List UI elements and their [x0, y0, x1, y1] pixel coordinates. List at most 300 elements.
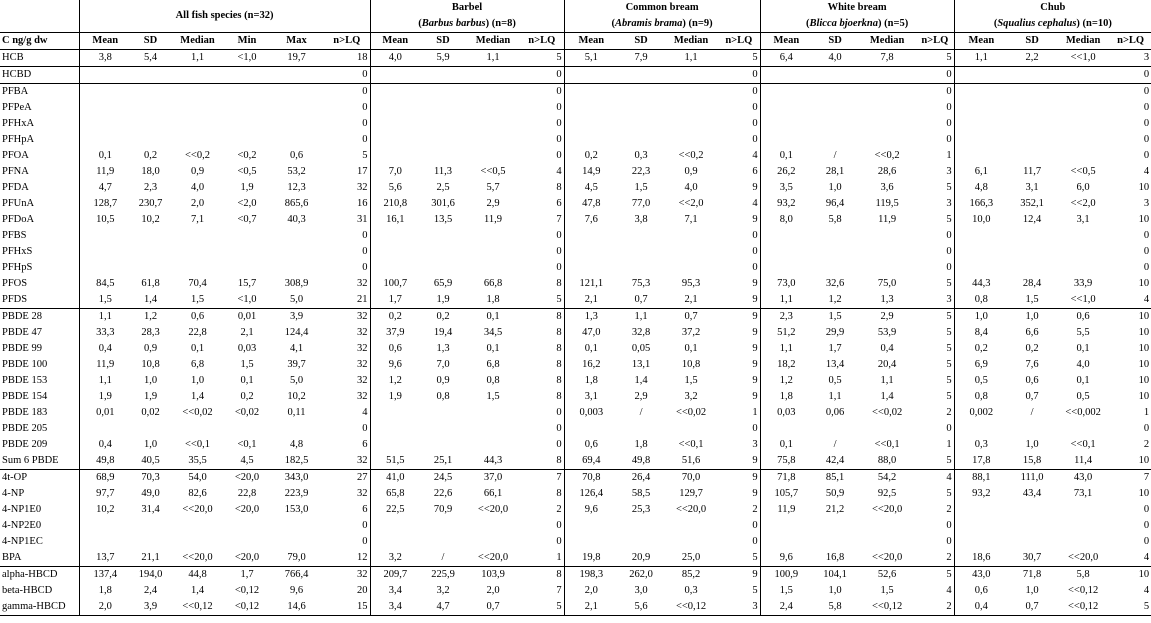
- table-cell: [1056, 67, 1110, 84]
- table-cell: 5: [946, 359, 952, 370]
- table-cell: [664, 116, 718, 132]
- table-cell: 10: [1138, 214, 1150, 225]
- table-cell: 42,4: [825, 455, 845, 466]
- table-cell: 5,0: [289, 294, 304, 305]
- column-header: n>LQ: [718, 33, 760, 50]
- table-cell: 0: [362, 536, 368, 547]
- table-cell: <0,7: [237, 214, 257, 225]
- column-header: Min: [225, 33, 269, 50]
- table-cell: 124,4: [284, 327, 309, 338]
- table-cell: 1,8: [486, 294, 500, 305]
- table-cell: 1,0: [1008, 309, 1056, 326]
- table-cell: 0: [752, 118, 758, 129]
- table-cell: [79, 421, 131, 437]
- table-cell: 0,2: [420, 309, 466, 326]
- row-label: PBDE 28: [0, 309, 79, 326]
- group-title: Barbel: [451, 2, 483, 13]
- table-cell: 4,7: [79, 180, 131, 196]
- table-cell: [760, 260, 812, 276]
- table-cell: 32: [324, 309, 370, 326]
- table-cell: [420, 228, 466, 244]
- table-cell: 10: [1138, 182, 1150, 193]
- table-cell: 1,1: [760, 341, 812, 357]
- table-cell: 9,6: [370, 357, 420, 373]
- table-cell: 2,1: [564, 292, 618, 309]
- table-cell: [269, 518, 324, 534]
- table-cell: 10,5: [79, 212, 131, 228]
- table-cell: 0,3: [954, 437, 1008, 453]
- table-cell: 5: [916, 567, 954, 584]
- table-cell: 1,1: [760, 292, 812, 309]
- table-cell: 5,7: [486, 182, 500, 193]
- table-cell: 3,5: [760, 180, 812, 196]
- table-cell: [618, 518, 664, 534]
- table-row: [0, 228, 1151, 244]
- table-cell: [170, 421, 225, 437]
- table-cell: 32,8: [631, 327, 651, 338]
- table-cell: [1008, 534, 1056, 550]
- table-cell: 1,3: [880, 294, 894, 305]
- table-cell: 12: [357, 552, 368, 563]
- table-cell: 0,6: [170, 309, 225, 326]
- column-header: SD: [1008, 33, 1056, 50]
- table-cell: [664, 67, 718, 84]
- group-n: (n=5): [881, 18, 909, 29]
- table-cell: 8: [520, 309, 564, 326]
- table-cell: 8: [556, 455, 562, 466]
- table-cell: [760, 534, 812, 550]
- table-cell: 3: [946, 198, 952, 209]
- table-cell: 0,02: [141, 407, 160, 418]
- table-cell: [664, 421, 718, 437]
- table-cell: 2: [946, 552, 952, 563]
- column-header: n>LQ: [324, 33, 370, 50]
- table-cell: 4: [1143, 552, 1150, 563]
- table-cell: 5: [916, 309, 954, 326]
- table-cell: 0: [1143, 262, 1150, 273]
- table-cell: 5,6: [618, 599, 664, 616]
- table-cell: /: [833, 439, 837, 450]
- table-cell: 9: [752, 391, 758, 402]
- table-cell: 0,1: [79, 148, 131, 164]
- table-cell: 119,5: [875, 198, 899, 209]
- table-cell: [858, 132, 916, 148]
- table-cell: 3,4: [370, 583, 420, 599]
- table-cell: [370, 534, 420, 550]
- table-cell: 8,0: [760, 212, 812, 228]
- table-cell: 6,8: [190, 359, 205, 370]
- table-cell: <<0,12: [664, 599, 718, 616]
- table-cell: [858, 244, 916, 260]
- table-cell: 1,2: [760, 373, 812, 389]
- table-cell: 1,5: [486, 391, 500, 402]
- table-cell: 1,1: [828, 391, 842, 402]
- table-cell: 73,0: [760, 276, 812, 292]
- table-cell: 0: [362, 102, 368, 113]
- group-n: (n=10): [1079, 18, 1112, 29]
- table-cell: 6,9: [954, 357, 1008, 373]
- table-cell: 5: [752, 552, 758, 563]
- column-header: Mean: [370, 33, 420, 50]
- table-cell: [1056, 518, 1110, 534]
- table-cell: [79, 100, 131, 116]
- column-header: Median: [466, 33, 520, 50]
- table-cell: 0,6: [370, 341, 420, 357]
- table-cell: 1,2: [828, 294, 842, 305]
- table-cell: 1,3: [436, 343, 450, 354]
- table-cell: [131, 518, 170, 534]
- table-cell: 9: [752, 278, 758, 289]
- table-cell: 43,4: [1022, 488, 1042, 499]
- table-cell: 16,8: [825, 552, 845, 563]
- table-cell: [170, 260, 225, 276]
- table-cell: [954, 67, 1008, 84]
- table-cell: [1056, 132, 1110, 148]
- table-cell: 1,7: [828, 343, 842, 354]
- table-cell: 31,4: [141, 504, 160, 515]
- table-cell: 61,8: [141, 278, 160, 289]
- table-cell: 0,4: [880, 343, 894, 354]
- table-cell: 1,0: [954, 309, 1008, 326]
- table-cell: 1,0: [1025, 439, 1039, 450]
- table-cell: 3,1: [1025, 182, 1039, 193]
- latin-name: Abramis brama: [615, 18, 683, 29]
- table-cell: 0,6: [1056, 309, 1110, 326]
- table-cell: 0,8: [436, 391, 450, 402]
- table-cell: 103,9: [466, 567, 520, 584]
- row-label: PBDE 153: [2, 375, 48, 386]
- table-cell: [170, 116, 225, 132]
- row-label: PFDS: [2, 294, 28, 305]
- table-cell: 0: [1143, 504, 1150, 515]
- table-cell: 33,9: [1073, 278, 1093, 289]
- table-cell: 0: [556, 102, 562, 113]
- table-cell: 11,9: [79, 164, 131, 180]
- table-cell: 21,2: [825, 504, 845, 515]
- table-cell: [269, 421, 324, 437]
- table-cell: [618, 421, 664, 437]
- table-cell: 0: [362, 423, 368, 434]
- table-cell: [618, 116, 664, 132]
- table-cell: 0,2: [564, 148, 618, 164]
- table-cell: [1056, 502, 1110, 518]
- table-cell: [954, 260, 1008, 276]
- table-cell: 54,2: [858, 470, 916, 487]
- table-row: [0, 325, 1151, 341]
- table-cell: 70,4: [188, 278, 207, 289]
- table-cell: [564, 67, 618, 84]
- table-cell: 2,4: [760, 599, 812, 616]
- column-header: Mean: [79, 33, 131, 50]
- table-cell: 1,9: [240, 182, 254, 193]
- table-cell: 10,0: [954, 212, 1008, 228]
- group-title: All fish species (n=32): [175, 10, 274, 21]
- table-cell: 32: [357, 182, 368, 193]
- table-cell: 12,4: [1022, 214, 1042, 225]
- table-cell: 53,2: [287, 166, 306, 177]
- table-cell: <<0,1: [874, 439, 900, 450]
- corner-cell: [0, 0, 79, 33]
- table-row: [0, 502, 1151, 518]
- table-cell: 6: [362, 504, 368, 515]
- table-cell: 28,3: [141, 327, 160, 338]
- table-cell: <<20,0: [1067, 552, 1099, 563]
- table-cell: 2,5: [436, 182, 450, 193]
- table-cell: 1,8: [760, 389, 812, 405]
- table-cell: 28,6: [877, 166, 897, 177]
- table-cell: [812, 84, 858, 101]
- table-cell: [760, 67, 812, 84]
- table-cell: 1,5: [812, 309, 858, 326]
- table-cell: 16,1: [370, 212, 420, 228]
- table-cell: 15,7: [237, 278, 257, 289]
- table-cell: 0,2: [1025, 343, 1039, 354]
- table-cell: 3,6: [880, 182, 894, 193]
- table-cell: 0: [1143, 134, 1150, 145]
- table-cell: <<0,02: [675, 407, 707, 418]
- table-cell: [618, 244, 664, 260]
- table-cell: [170, 244, 225, 260]
- table-cell: 19,8: [564, 550, 618, 567]
- table-cell: 0: [752, 102, 758, 113]
- table-cell: 9: [752, 327, 758, 338]
- table-cell: 0,1: [760, 437, 812, 453]
- table-cell: [760, 84, 812, 101]
- table-cell: 75,8: [760, 453, 812, 470]
- column-header: SD: [420, 33, 466, 50]
- table-cell: 18: [357, 52, 368, 63]
- table-cell: 93,2: [760, 196, 812, 212]
- table-cell: [79, 534, 131, 550]
- table-cell: 1,9: [79, 389, 131, 405]
- table-cell: 166,3: [954, 196, 1008, 212]
- table-cell: 6: [362, 439, 368, 450]
- table-cell: 30,7: [1022, 552, 1042, 563]
- table-cell: <20,0: [234, 504, 260, 515]
- table-cell: 25,0: [681, 552, 701, 563]
- table-cell: 5,5: [1076, 327, 1090, 338]
- table-cell: 0: [556, 246, 562, 257]
- table-cell: 308,9: [284, 278, 309, 289]
- table-cell: 3: [946, 166, 952, 177]
- table-cell: <<0,12: [858, 599, 916, 616]
- table-cell: 100,7: [370, 276, 420, 292]
- table-cell: 43,0: [954, 567, 1008, 584]
- table-cell: 41,0: [370, 470, 420, 487]
- table-cell: 9: [752, 488, 758, 499]
- table-cell: 0,1: [240, 375, 254, 386]
- table-cell: 0,3: [684, 585, 698, 596]
- row-label: PBDE 47: [2, 327, 42, 338]
- table-cell: 43,0: [1056, 470, 1110, 487]
- table-cell: [269, 132, 324, 148]
- table-cell: 32: [357, 278, 368, 289]
- table-cell: 51,5: [370, 453, 420, 470]
- table-cell: 0,9: [436, 375, 450, 386]
- table-cell: 2,1: [564, 599, 618, 616]
- table-cell: [370, 132, 420, 148]
- table-cell: 0: [946, 134, 952, 145]
- table-row: [0, 518, 1151, 534]
- table-cell: 0,01: [79, 405, 131, 421]
- latin-name: Barbus barbus: [421, 18, 486, 29]
- table-cell: 8: [556, 488, 562, 499]
- table-cell: 97,7: [79, 486, 131, 502]
- table-cell: 0,6: [289, 150, 304, 161]
- table-cell: 4: [752, 198, 758, 209]
- table-cell: 0: [752, 134, 758, 145]
- table-cell: 9: [718, 567, 760, 584]
- table-cell: 5: [520, 599, 564, 616]
- table-cell: 0: [946, 230, 952, 241]
- table-cell: 1,5: [684, 375, 698, 386]
- column-header: Max: [269, 33, 324, 50]
- table-cell: 5,0: [289, 375, 304, 386]
- group-n: (n=9): [685, 18, 713, 29]
- table-cell: 0: [752, 520, 758, 531]
- table-cell: 3,0: [634, 585, 648, 596]
- table-cell: 3,9: [269, 309, 324, 326]
- table-cell: 1,0: [143, 375, 158, 386]
- table-cell: 5,9: [436, 52, 450, 63]
- table-cell: 5,8: [828, 214, 842, 225]
- table-cell: 3,2: [370, 550, 420, 567]
- table-cell: 6,1: [954, 164, 1008, 180]
- table-cell: 1,2: [131, 309, 170, 326]
- table-row: [0, 486, 1151, 502]
- table-cell: [1008, 502, 1056, 518]
- table-cell: <0,12: [234, 585, 260, 596]
- row-label: Sum 6 PBDE: [2, 455, 59, 466]
- table-cell: [858, 534, 916, 550]
- table-cell: [466, 100, 520, 116]
- table-cell: 28,1: [825, 166, 845, 177]
- table-cell: 0,1: [1076, 375, 1090, 386]
- row-label: beta-HBCD: [2, 585, 53, 596]
- table-cell: <<20,0: [675, 504, 707, 515]
- table-cell: [812, 116, 858, 132]
- table-cell: 66,1: [483, 488, 503, 499]
- table-cell: [760, 228, 812, 244]
- table-cell: 13,4: [825, 359, 845, 370]
- table-cell: 0: [916, 67, 954, 84]
- table-cell: 2,0: [79, 599, 131, 616]
- table-cell: [618, 260, 664, 276]
- table-cell: 9: [718, 470, 760, 487]
- table-cell: 0,3: [634, 150, 648, 161]
- table-row: [0, 599, 1151, 616]
- table-cell: 0: [752, 536, 758, 547]
- column-header-row: [0, 33, 1151, 50]
- row-label: PFBA: [0, 84, 79, 101]
- table-row: [0, 84, 1151, 101]
- table-cell: 34,5: [483, 327, 503, 338]
- table-cell: 10: [1138, 488, 1150, 499]
- table-cell: 7: [556, 585, 562, 596]
- table-cell: [812, 132, 858, 148]
- table-cell: [269, 100, 324, 116]
- table-cell: 70,0: [664, 470, 718, 487]
- table-cell: 0: [362, 262, 368, 273]
- table-cell: 5: [556, 52, 562, 63]
- table-cell: 2,9: [486, 198, 500, 209]
- table-cell: 32: [357, 375, 368, 386]
- table-cell: [564, 421, 618, 437]
- table-row: [0, 148, 1151, 164]
- table-cell: <<20,0: [477, 552, 509, 563]
- table-cell: 9: [752, 343, 758, 354]
- table-cell: 8: [556, 343, 562, 354]
- table-cell: 0: [718, 67, 760, 84]
- table-cell: [618, 534, 664, 550]
- table-cell: 0,7: [1008, 599, 1056, 616]
- table-cell: 105,7: [760, 486, 812, 502]
- column-header: Mean: [760, 33, 812, 50]
- table-cell: 11,9: [484, 214, 503, 225]
- column-header: Median: [858, 33, 916, 50]
- table-cell: 0: [1110, 67, 1151, 84]
- table-cell: 10,2: [79, 502, 131, 518]
- table-cell: 2,2: [1025, 52, 1039, 63]
- table-cell: 0,9: [190, 166, 205, 177]
- table-cell: 10: [1138, 455, 1150, 466]
- row-label: PFHpS: [2, 262, 33, 273]
- table-cell: 2,1: [684, 294, 698, 305]
- row-label: PBDE 209: [2, 439, 48, 450]
- table-row: [0, 567, 1151, 584]
- table-cell: <20,0: [225, 470, 269, 487]
- group-n: (n=8): [489, 18, 516, 29]
- table-cell: 8: [556, 391, 562, 402]
- table-cell: 230,7: [138, 198, 163, 209]
- table-cell: [858, 228, 916, 244]
- table-cell: [225, 534, 269, 550]
- table-cell: [225, 260, 269, 276]
- table-cell: [954, 534, 1008, 550]
- row-label: PBDE 99: [2, 343, 42, 354]
- table-cell: 1: [946, 439, 952, 450]
- table-cell: 66,8: [483, 278, 503, 289]
- table-cell: 1,1: [954, 50, 1008, 67]
- table-cell: 9: [752, 375, 758, 386]
- table-cell: 51,6: [681, 455, 701, 466]
- table-cell: 5: [1110, 599, 1151, 616]
- table-cell: 18,0: [141, 166, 160, 177]
- table-cell: [812, 67, 858, 84]
- table-cell: [954, 84, 1008, 101]
- table-cell: 0,8: [486, 375, 500, 386]
- table-cell: 2: [556, 504, 562, 515]
- table-cell: 0,1: [486, 343, 500, 354]
- table-cell: 0: [1143, 423, 1150, 434]
- table-cell: 0: [556, 536, 562, 547]
- table-cell: 58,5: [631, 488, 651, 499]
- table-cell: 1,1: [79, 373, 131, 389]
- table-cell: 2,4: [143, 585, 158, 596]
- table-cell: 8,4: [954, 325, 1008, 341]
- table-cell: [420, 116, 466, 132]
- table-cell: 37,0: [466, 470, 520, 487]
- group-title: White bream: [827, 2, 887, 13]
- table-cell: [760, 100, 812, 116]
- table-cell: 7,0: [436, 359, 450, 370]
- table-cell: 1,0: [190, 375, 205, 386]
- table-cell: 4,0: [684, 182, 698, 193]
- table-cell: [225, 421, 269, 437]
- table-cell: [170, 518, 225, 534]
- table-cell: [564, 132, 618, 148]
- table-cell: <<2,0: [678, 198, 704, 209]
